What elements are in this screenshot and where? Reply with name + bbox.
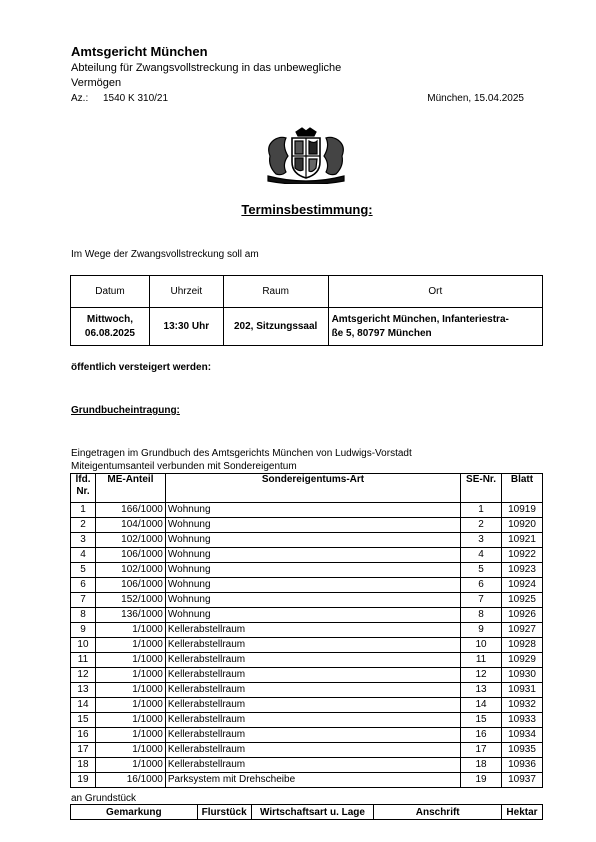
cell-lfd-nr: 8 <box>71 608 96 623</box>
table-row <box>71 758 543 773</box>
land-register-heading: Grundbucheintragung: <box>71 405 180 416</box>
column-header-lfd-nr <box>71 474 96 503</box>
cell-se-nr: 17 <box>461 743 502 758</box>
column-header-gemarkung: Gemarkung <box>71 805 198 820</box>
column-header-anschrift: Anschrift <box>374 805 502 820</box>
cell-blatt: 10935 <box>502 743 543 758</box>
cell-sondereigentums-art: Wohnung <box>165 548 460 563</box>
cell-lfd-nr: 10 <box>71 638 96 653</box>
cell-me-anteil: 136/1000 <box>95 608 165 623</box>
cell-se-nr: 10 <box>461 638 502 653</box>
column-header-sondereigentums-art: Sondereigentums-Art <box>165 474 460 503</box>
column-header-blatt: Blatt <box>502 474 543 503</box>
table-row <box>71 743 543 758</box>
cell-sondereigentums-art: Wohnung <box>165 518 460 533</box>
cell-sondereigentums-art: Wohnung <box>165 578 460 593</box>
cell-me-anteil: 102/1000 <box>95 533 165 548</box>
court-name: Amtsgericht München <box>71 44 208 59</box>
cell-lfd-nr: 12 <box>71 668 96 683</box>
column-header-lfd-line2: Nr. <box>76 486 90 497</box>
cell-se-nr: 13 <box>461 683 502 698</box>
land-plot-table <box>70 804 543 820</box>
appointment-date <box>71 308 150 346</box>
file-reference-number: 1540 K 310/21 <box>103 93 169 104</box>
cell-sondereigentums-art: Kellerabstellraum <box>165 683 460 698</box>
cell-blatt: 10920 <box>502 518 543 533</box>
cell-lfd-nr: 5 <box>71 563 96 578</box>
cell-blatt: 10921 <box>502 533 543 548</box>
cell-sondereigentums-art: Kellerabstellraum <box>165 668 460 683</box>
cell-blatt: 10932 <box>502 698 543 713</box>
cell-me-anteil: 1/1000 <box>95 668 165 683</box>
cell-sondereigentums-art: Kellerabstellraum <box>165 653 460 668</box>
bavarian-coat-of-arms-icon <box>262 126 350 184</box>
cell-lfd-nr: 1 <box>71 503 96 518</box>
cell-me-anteil: 1/1000 <box>95 743 165 758</box>
cell-se-nr: 8 <box>461 608 502 623</box>
table-row <box>71 608 543 623</box>
column-header-place: Ort <box>328 276 542 308</box>
cell-se-nr: 15 <box>461 713 502 728</box>
column-header-flurstueck: Flurstück <box>197 805 251 820</box>
cell-lfd-nr: 15 <box>71 713 96 728</box>
units-table-body <box>71 503 543 788</box>
appointment-room: 202, Sitzungssaal <box>223 308 328 346</box>
cell-sondereigentums-art: Kellerabstellraum <box>165 623 460 638</box>
column-header-lfd-line1: lfd. <box>75 474 91 485</box>
table-row <box>71 518 543 533</box>
cell-lfd-nr: 16 <box>71 728 96 743</box>
cell-sondereigentums-art: Wohnung <box>165 593 460 608</box>
appointment-place-line1: Amtsgericht München, Infanteriestra- <box>331 313 509 325</box>
cell-se-nr: 6 <box>461 578 502 593</box>
table-row <box>71 593 543 608</box>
cell-se-nr: 4 <box>461 548 502 563</box>
cell-se-nr: 16 <box>461 728 502 743</box>
cell-blatt: 10927 <box>502 623 543 638</box>
cell-sondereigentums-art: Kellerabstellraum <box>165 758 460 773</box>
cell-blatt: 10928 <box>502 638 543 653</box>
cell-se-nr: 14 <box>461 698 502 713</box>
table-row <box>71 683 543 698</box>
cell-lfd-nr: 9 <box>71 623 96 638</box>
table-row <box>71 638 543 653</box>
cell-sondereigentums-art: Kellerabstellraum <box>165 713 460 728</box>
cell-se-nr: 9 <box>461 623 502 638</box>
cell-me-anteil: 102/1000 <box>95 563 165 578</box>
cell-lfd-nr: 18 <box>71 758 96 773</box>
table-row <box>71 728 543 743</box>
cell-lfd-nr: 17 <box>71 743 96 758</box>
column-header-me-anteil: ME-Anteil <box>95 474 165 503</box>
table-row <box>71 713 543 728</box>
cell-lfd-nr: 3 <box>71 533 96 548</box>
cell-blatt: 10934 <box>502 728 543 743</box>
cell-se-nr: 19 <box>461 773 502 788</box>
table-row <box>71 668 543 683</box>
cell-blatt: 10930 <box>502 668 543 683</box>
cell-me-anteil: 1/1000 <box>95 683 165 698</box>
cell-me-anteil: 106/1000 <box>95 578 165 593</box>
land-register-line-2: Miteigentumsanteil verbunden mit Sondereigentum <box>71 461 297 472</box>
plot-label: an Grundstück <box>71 793 137 804</box>
cell-me-anteil: 1/1000 <box>95 638 165 653</box>
cell-me-anteil: 106/1000 <box>95 548 165 563</box>
cell-me-anteil: 1/1000 <box>95 758 165 773</box>
table-row <box>71 548 543 563</box>
cell-sondereigentums-art: Parksystem mit Drehscheibe <box>165 773 460 788</box>
cell-me-anteil: 1/1000 <box>95 653 165 668</box>
place-date: München, 15.04.2025 <box>427 93 524 104</box>
cell-blatt: 10925 <box>502 593 543 608</box>
cell-sondereigentums-art: Wohnung <box>165 503 460 518</box>
cell-blatt: 10922 <box>502 548 543 563</box>
cell-me-anteil: 152/1000 <box>95 593 165 608</box>
auction-statement: öffentlich versteigert werden: <box>71 362 212 373</box>
cell-me-anteil: 166/1000 <box>95 503 165 518</box>
appointment-date-value: 06.08.2025 <box>84 327 135 339</box>
cell-lfd-nr: 2 <box>71 518 96 533</box>
land-register-line-1: Eingetragen im Grundbuch des Amtsgerichts München von Ludwigs-Vorstadt <box>71 448 412 459</box>
cell-sondereigentums-art: Kellerabstellraum <box>165 743 460 758</box>
cell-blatt: 10924 <box>502 578 543 593</box>
table-row <box>71 563 543 578</box>
cell-blatt: 10933 <box>502 713 543 728</box>
column-header-hektar: Hektar <box>502 805 543 820</box>
cell-se-nr: 1 <box>461 503 502 518</box>
court-department: Abteilung für Zwangsvollstreckung in das unbewegliche Vermögen <box>71 62 342 89</box>
appointment-place <box>328 308 542 346</box>
cell-me-anteil: 1/1000 <box>95 728 165 743</box>
column-header-se-nr: SE-Nr. <box>461 474 502 503</box>
cell-blatt: 10929 <box>502 653 543 668</box>
file-reference-label: Az.: <box>71 93 89 104</box>
appointment-weekday: Mittwoch, <box>86 313 133 325</box>
cell-sondereigentums-art: Kellerabstellraum <box>165 728 460 743</box>
cell-blatt: 10937 <box>502 773 543 788</box>
appointment-place-line2: ße 5, 80797 München <box>331 327 432 339</box>
table-row <box>71 623 543 638</box>
table-row <box>71 698 543 713</box>
table-row <box>71 533 543 548</box>
cell-blatt: 10926 <box>502 608 543 623</box>
units-table <box>70 473 543 788</box>
cell-lfd-nr: 11 <box>71 653 96 668</box>
cell-lfd-nr: 4 <box>71 548 96 563</box>
table-row <box>71 578 543 593</box>
column-header-time: Uhrzeit <box>149 276 223 308</box>
cell-blatt: 10919 <box>502 503 543 518</box>
cell-lfd-nr: 13 <box>71 683 96 698</box>
cell-lfd-nr: 7 <box>71 593 96 608</box>
cell-se-nr: 5 <box>461 563 502 578</box>
cell-blatt: 10936 <box>502 758 543 773</box>
cell-se-nr: 2 <box>461 518 502 533</box>
cell-me-anteil: 1/1000 <box>95 623 165 638</box>
cell-lfd-nr: 14 <box>71 698 96 713</box>
cell-sondereigentums-art: Wohnung <box>165 563 460 578</box>
table-row <box>71 653 543 668</box>
appointment-time: 13:30 Uhr <box>149 308 223 346</box>
cell-se-nr: 3 <box>461 533 502 548</box>
cell-sondereigentums-art: Wohnung <box>165 608 460 623</box>
cell-se-nr: 12 <box>461 668 502 683</box>
appointment-table <box>70 275 543 346</box>
column-header-date: Datum <box>71 276 150 308</box>
cell-me-anteil: 16/1000 <box>95 773 165 788</box>
intro-text: Im Wege der Zwangsvollstreckung soll am <box>71 249 259 260</box>
cell-lfd-nr: 19 <box>71 773 96 788</box>
cell-se-nr: 18 <box>461 758 502 773</box>
cell-me-anteil: 1/1000 <box>95 713 165 728</box>
column-header-wirtschaftsart: Wirtschaftsart u. Lage <box>251 805 374 820</box>
cell-se-nr: 11 <box>461 653 502 668</box>
cell-sondereigentums-art: Wohnung <box>165 533 460 548</box>
cell-blatt: 10931 <box>502 683 543 698</box>
cell-se-nr: 7 <box>461 593 502 608</box>
table-row <box>71 503 543 518</box>
table-row <box>71 773 543 788</box>
cell-sondereigentums-art: Kellerabstellraum <box>165 638 460 653</box>
cell-lfd-nr: 6 <box>71 578 96 593</box>
cell-blatt: 10923 <box>502 563 543 578</box>
document-title: Terminsbestimmung: <box>241 202 373 217</box>
cell-me-anteil: 104/1000 <box>95 518 165 533</box>
column-header-room: Raum <box>223 276 328 308</box>
cell-sondereigentums-art: Kellerabstellraum <box>165 698 460 713</box>
cell-me-anteil: 1/1000 <box>95 698 165 713</box>
